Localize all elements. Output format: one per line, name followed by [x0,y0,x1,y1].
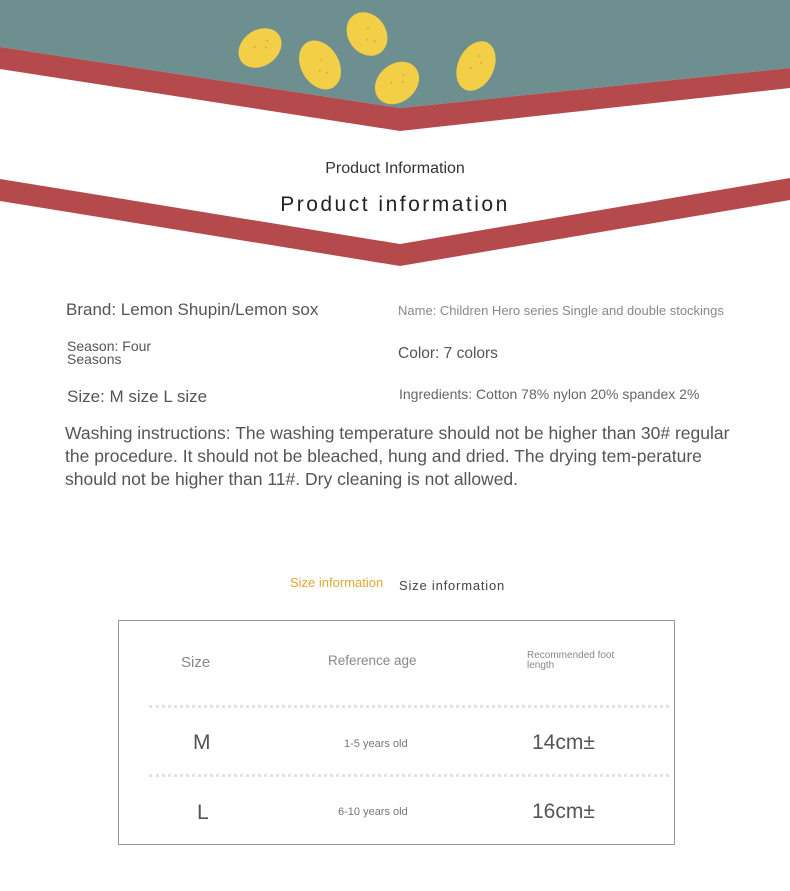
size-table [118,620,675,845]
row-divider [149,774,669,777]
table-header-foot: Recommended foot length [527,650,615,671]
size-title: Size information [399,578,506,593]
table-header-size: Size [181,654,211,671]
banner-red-band-bottom [0,178,790,266]
row-m-age: 1-5 years old [344,738,408,750]
info-washing: Washing instructions: The washing temperature should not be higher than 30# regular the procedure. It should not be bleached, hung and dried. The drying tem-perature should not be higher than 11#. Dry cleaning is not allowed. [65,423,730,489]
info-name: Name: Children Hero series Single and double stockings [398,303,724,318]
row-l-size: L [197,801,209,824]
row-divider [149,705,669,708]
info-color: Color: 7 colors [398,345,498,362]
row-m-foot: 14cm± [532,731,595,754]
info-brand: Brand: Lemon Shupin/Lemon sox [66,300,319,319]
row-m-size: M [193,731,211,754]
info-size: Size: M size L size [67,387,208,406]
info-season: Season: Four Seasons [67,338,152,367]
row-l-age: 6-10 years old [338,806,408,818]
row-l-foot: 16cm± [532,800,595,823]
table-header-age: Reference age [328,653,417,668]
size-title-highlight: Size information [290,575,384,590]
header-banner [0,0,790,280]
section-subtitle: Product Information [325,160,465,177]
section-title: Product information [280,193,510,216]
info-ingredients: Ingredients: Cotton 78% nylon 20% spandex 2% [399,386,700,402]
